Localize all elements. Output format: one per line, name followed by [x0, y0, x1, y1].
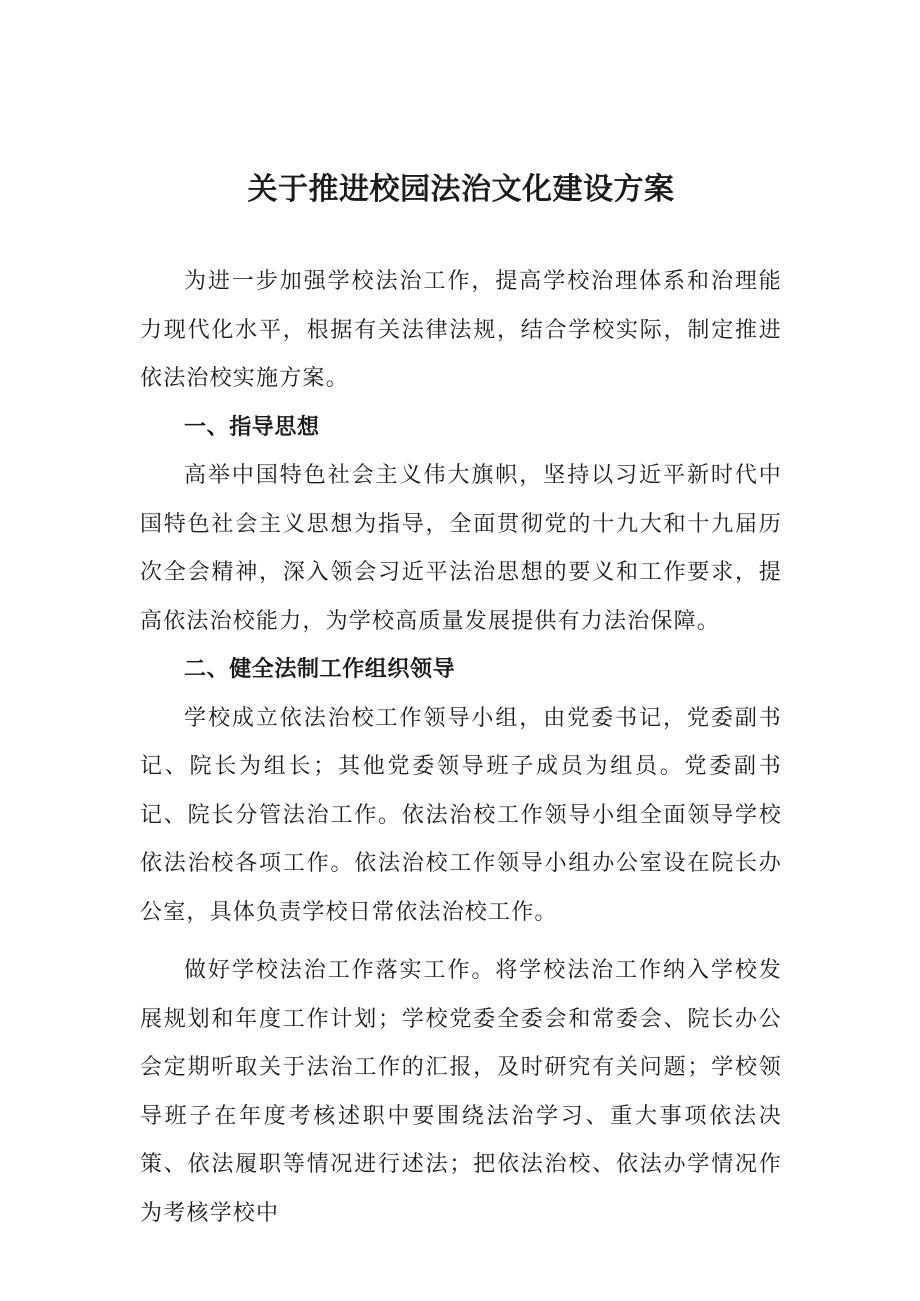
section-heading-2: 二、健全法制工作组织领导: [184, 657, 456, 682]
document-title: 关于推进校园法治文化建设方案: [247, 172, 675, 207]
section-2-paragraph-1: 学校成立依法治校工作领导小组，由党委书记，党委副书记、院长为组长；其他党委领导班子成员为组员。党委副书记、院长分管法治工作。依法治校工作领导小组全面领导学校依法治校各项工作。依法治校工作领导小组办公室设在院长办公室，具体负责学校日常依法治校工作。: [140, 705, 782, 925]
section-heading-1: 一、指导思想: [184, 414, 320, 440]
document-body: [140, 258, 782, 1238]
section-1-paragraph-1: 高举中国特色社会主义伟大旗帜，坚持以习近平新时代中国特色社会主义思想为指导，全面贯彻党的十九大和十九届历次全会精神，深入领会习近平法治思想的要义和工作要求，提高依法治校能力，为学校高质量发展提供有力法治保障。: [140, 463, 782, 634]
intro-paragraph: 为进一步加强学校法治工作，提高学校治理体系和治理能力现代化水平，根据有关法律法规，结合学校实际，制定推进依法治校实施方案。: [140, 269, 782, 391]
section-2-paragraph-2: 做好学校法治工作落实工作。将学校法治工作纳入学校发展规划和年度工作计划；学校党委全委会和常委会、院长办公会定期听取关于法治工作的汇报，及时研究有关问题；学校领导班子在年度考核述职中要围绕法治学习、重大事项依法决策、依法履职等情况进行述法；把依法治校、依法办学情况作为考核学校中: [140, 958, 782, 1226]
